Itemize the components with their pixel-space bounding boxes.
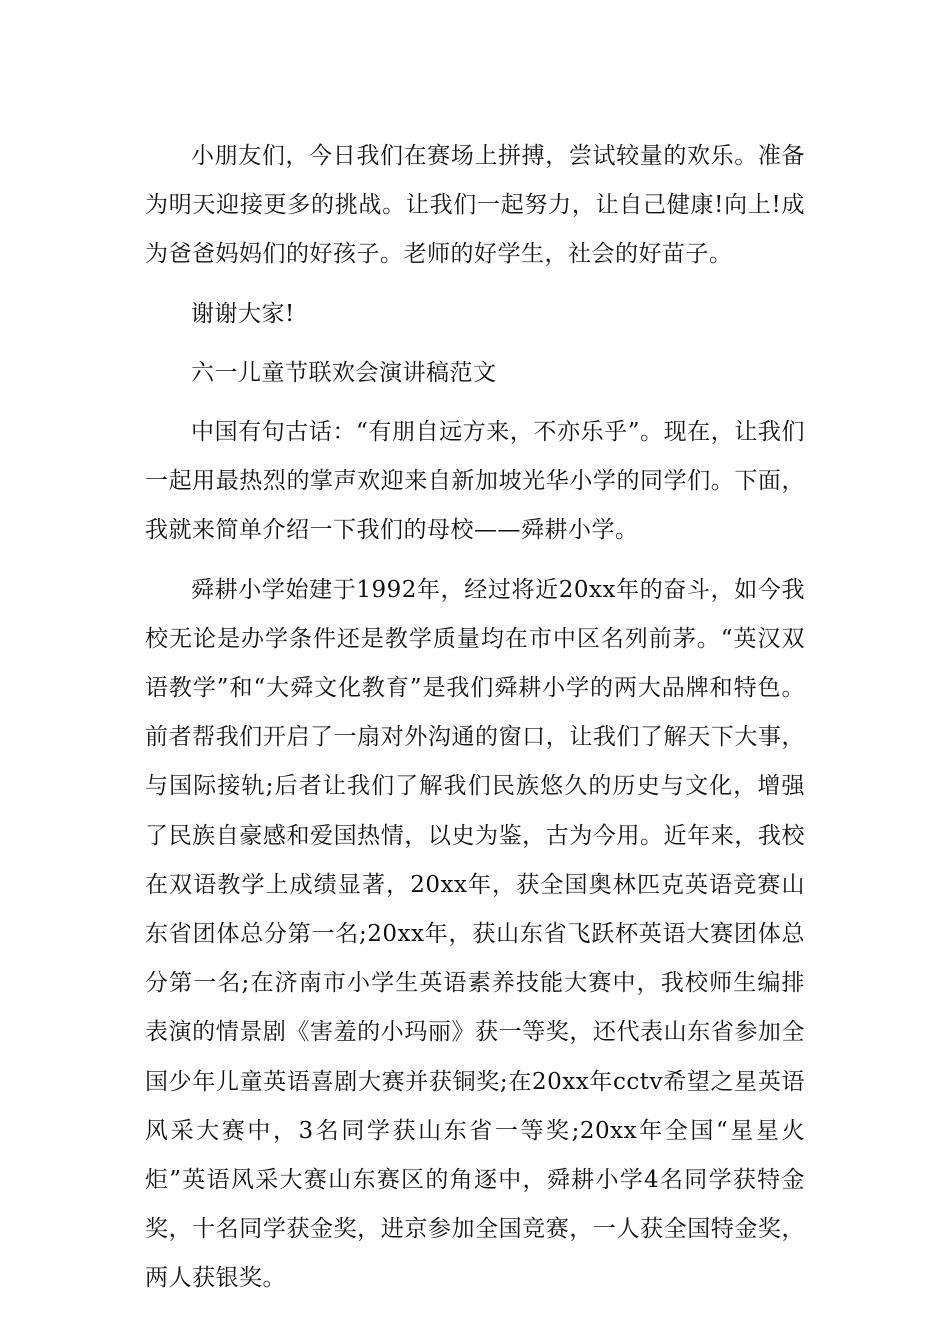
document-body: [145, 132, 805, 1304]
paragraph-welcome: 中国有句古话：“有朋自远方来，不亦乐乎”。现在，让我们一起用最热烈的掌声欢迎来自新加坡光华小学的同学们。下面，我就来简单介绍一下我们的母校——舜耕小学。: [145, 419, 805, 544]
section-title: 六一儿童节联欢会演讲稿范文: [191, 359, 497, 386]
paragraph-thanks: 谢谢大家!: [191, 300, 295, 327]
paragraph-school-introduction: 舜耕小学始建于1992年，经过将近20xx年的奋斗，如今我校无论是办学条件还是教学质量均在市中区名列前茅。“英汉双语教学”和“大舜文化教育”是我们舜耕小学的两大品牌和特色。前者帮我们开启了一扇对外沟通的窗口，让我们了解天下大事，与国际接轨;后者让我们了解我们民族悠久的历史与文化，增强了民族自豪感和爱国热情，以史为鉴，古为今用。近年来，我校在双语教学上成绩显著，20xx年，获全国奥林匹克英语竞赛山东省团体总分第一名;20xx年，获山东省飞跃杯英语大赛团体总分第一名;在济南市小学生英语素养技能大赛中，我校师生编排表演的情景剧《害羞的小玛丽》获一等奖，还代表山东省参加全国少年儿童英语喜剧大赛并获铜奖;在20xx年cctv希望之星英语风采大赛中，3名同学获山东省一等奖;20xx年全国“星星火炬”英语风采大赛山东赛区的角逐中，舜耕小学4名同学获特金奖，十名同学获金奖，进京参加全国竞赛，一人获全国特金奖，两人获银奖。: [145, 576, 805, 1292]
paragraph-closing-remarks: 小朋友们，今日我们在赛场上拼搏，尝试较量的欢乐。准备为明天迎接更多的挑战。让我们一起努力，让自己健康!向上!成为爸爸妈妈们的好孩子。老师的好学生，社会的好苗子。: [145, 143, 805, 268]
